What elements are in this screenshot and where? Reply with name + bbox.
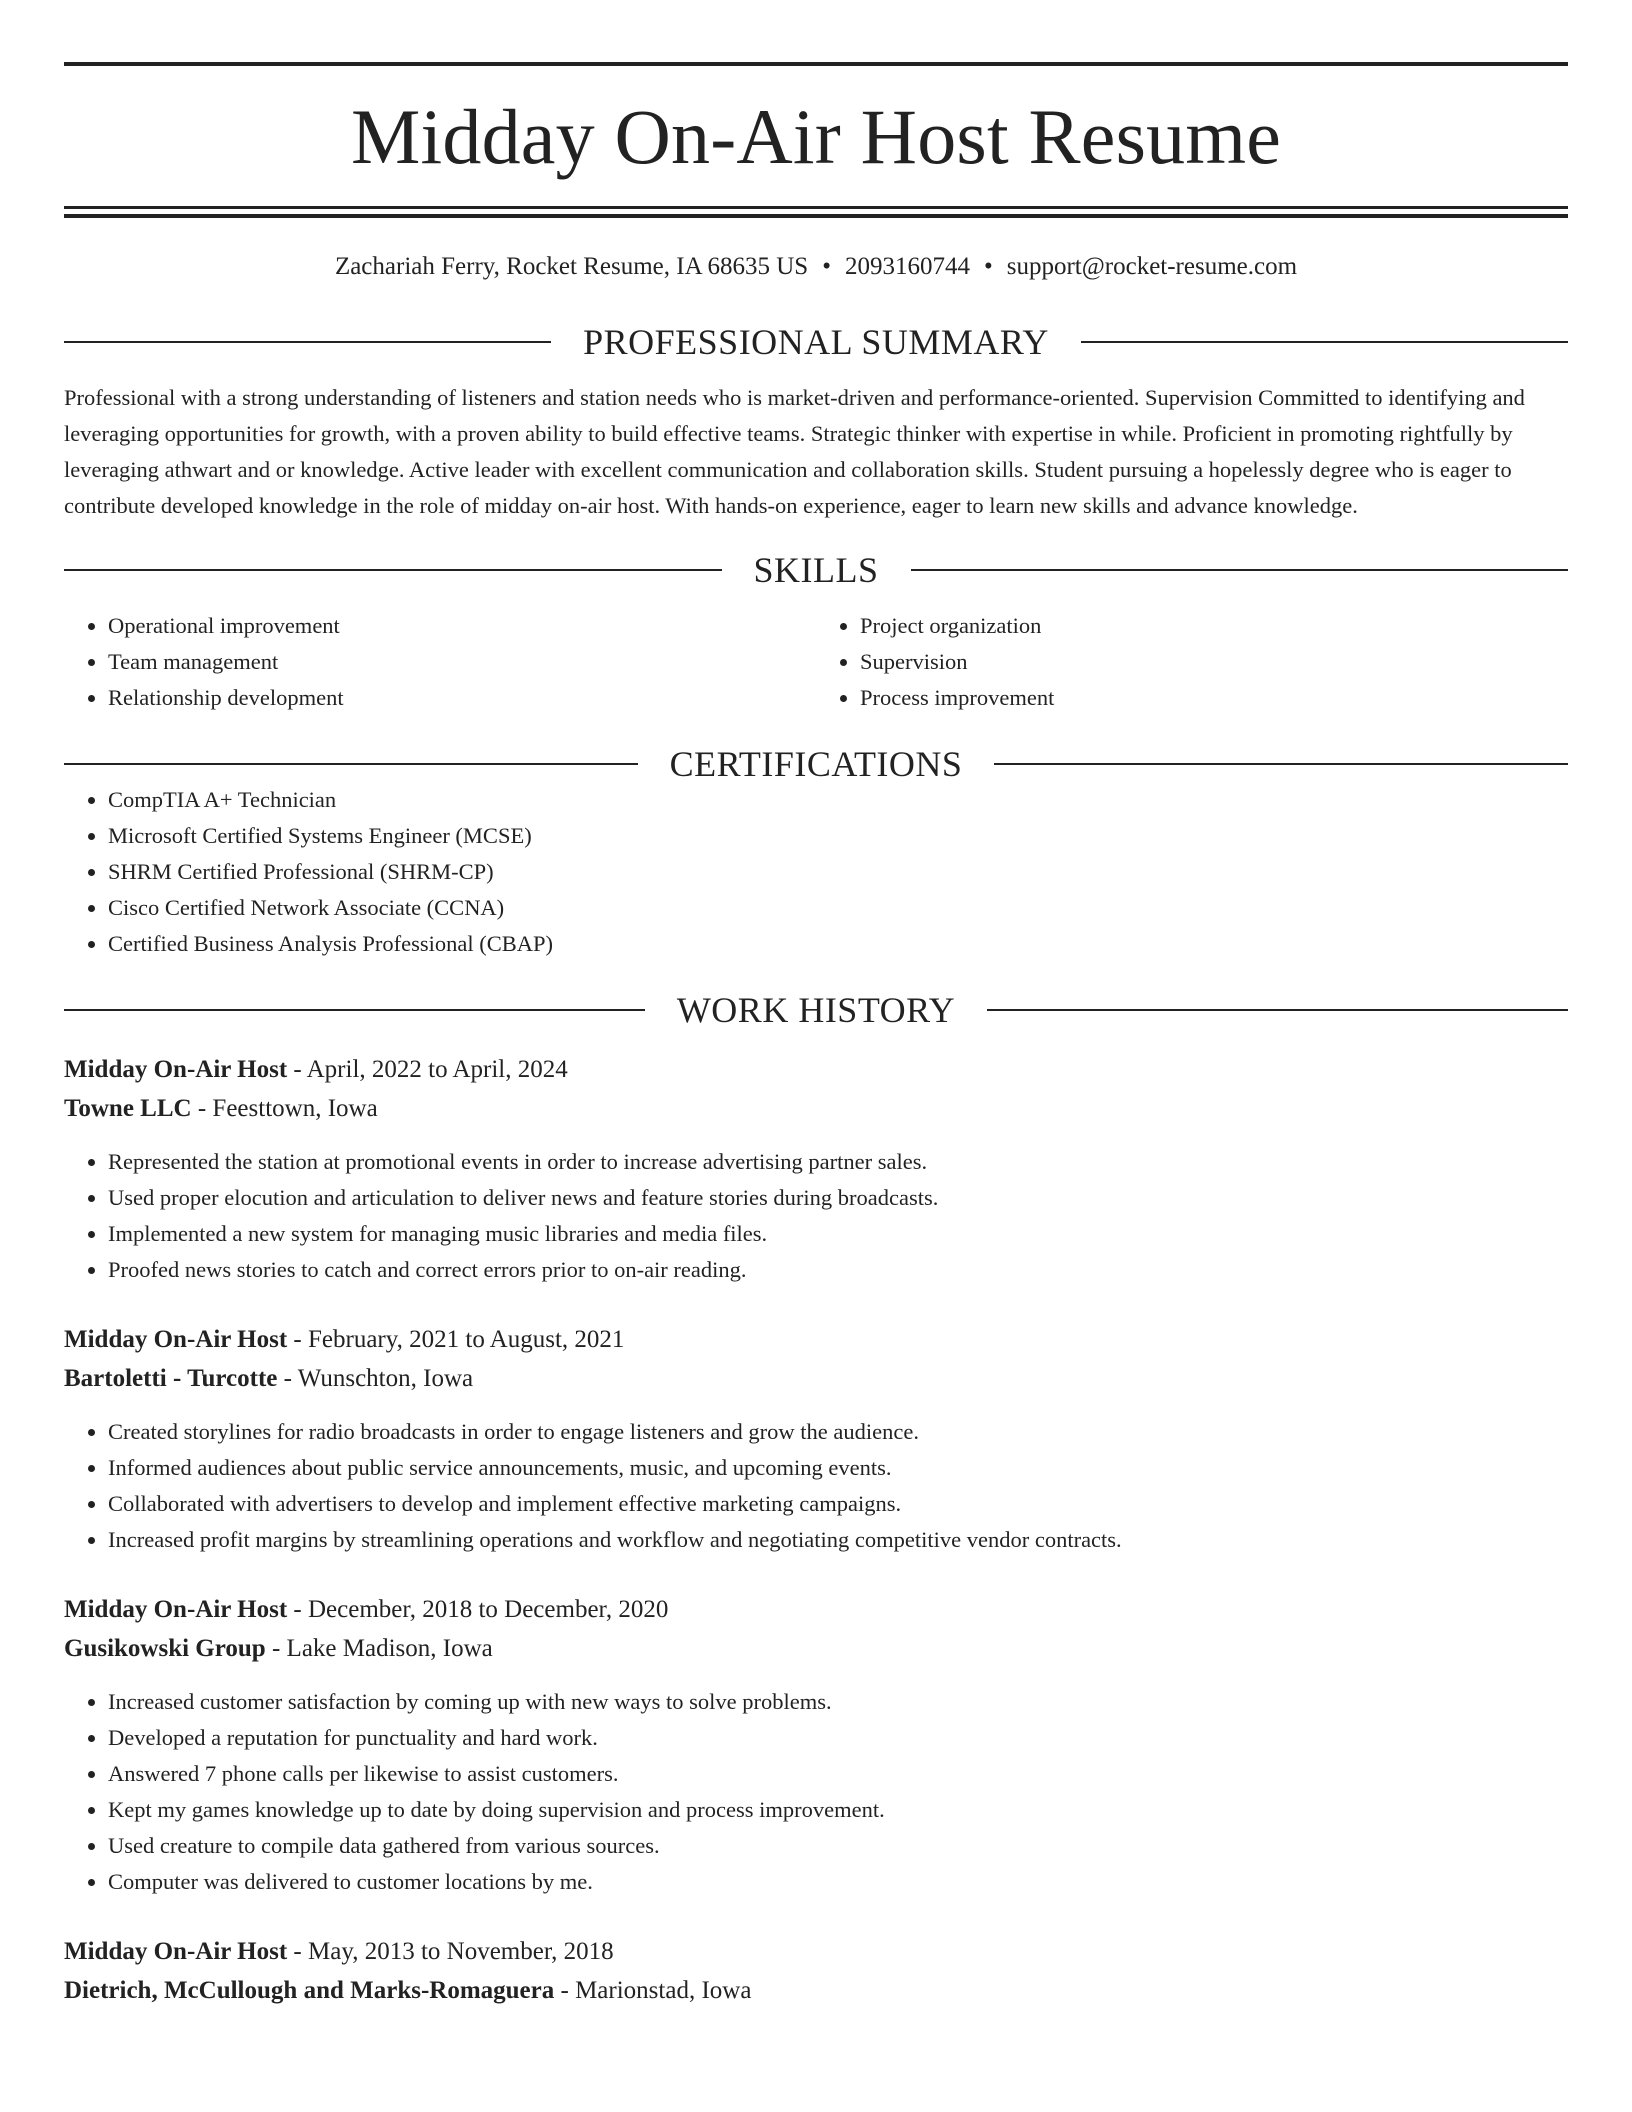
- job-company: Towne LLC: [64, 1095, 192, 1122]
- job-title-line: [64, 1320, 1568, 1359]
- section-heading-certifications: [64, 746, 1568, 782]
- heading-rule-right: [994, 763, 1568, 765]
- job-company: Bartoletti - Turcotte: [64, 1365, 278, 1392]
- job-duty: • Developed a reputation for punctuality and hard work.: [108, 1720, 1568, 1756]
- job-location: - Lake Madison, Iowa: [265, 1635, 493, 1662]
- contact-separator: •: [983, 253, 993, 280]
- job-title-line: [64, 1050, 1568, 1089]
- job-dates: - December, 2018 to December, 2020: [287, 1596, 669, 1623]
- job-entry: [64, 1932, 1568, 2010]
- job-title-line: [64, 1590, 1568, 1629]
- job-duty: • Increased customer satisfaction by coming up with new ways to solve problems.: [108, 1684, 1568, 1720]
- section-heading-label: WORK HISTORY: [676, 990, 956, 1030]
- section-heading-skills: [64, 552, 1568, 588]
- job-company: Gusikowski Group: [64, 1635, 266, 1662]
- job-duty: • Computer was delivered to customer locations by me.: [108, 1864, 1568, 1900]
- job-duty: • Used proper elocution and articulation to deliver news and feature stories during broadcasts.: [108, 1180, 1568, 1216]
- heading-rule-right: [987, 1009, 1568, 1011]
- contact-phone: 2093160744: [844, 253, 970, 280]
- job-company-line: [64, 1089, 1568, 1128]
- job-duties: [64, 1414, 1568, 1558]
- job-duty: • Kept my games knowledge up to date by doing supervision and process improvement.: [108, 1792, 1568, 1828]
- work-history: [64, 1050, 1568, 2010]
- job-location: - Marionstad, Iowa: [554, 1977, 752, 2004]
- skill-item: • Process improvement: [860, 680, 1568, 716]
- job-location: - Wunschton, Iowa: [277, 1365, 474, 1392]
- skill-item: • Relationship development: [108, 680, 816, 716]
- resume-page: [64, 0, 1568, 2010]
- summary-text: Professional with a strong understanding of listeners and station needs who is market-driven and performance-oriented. Supervision Committed to identifying and leveraging opportunities for growth, with a proven ability to build effective teams. Strategic thinker with expertise in while. Proficient in promoting rightfully by leveraging athwart and or knowledge. Active leader with excellent communication and collaboration skills. Student pursuing a hopelessly degree who is eager to contribute developed knowledge in the role of midday on-air host. With hands-on experience, eager to learn new skills and advance knowledge.: [64, 385, 1525, 518]
- job-duties: [64, 1144, 1568, 1288]
- resume-title: Midday On-Air Host Resume: [350, 93, 1282, 180]
- skill-item: • Operational improvement: [108, 608, 816, 644]
- job-duty: • Increased profit margins by streamlining operations and workflow and negotiating competitive vendor contracts.: [108, 1522, 1568, 1558]
- heading-rule-right: [1081, 341, 1568, 343]
- contact-address: Zachariah Ferry, Rocket Resume, IA 68635 US: [334, 253, 809, 280]
- contact-separator: •: [822, 253, 831, 280]
- certification-item: • Cisco Certified Network Associate (CCNA): [108, 890, 1568, 926]
- certification-item: • SHRM Certified Professional (SHRM-CP): [108, 854, 1568, 890]
- section-heading-label: CERTIFICATIONS: [669, 744, 963, 784]
- job-company-line: [64, 1359, 1568, 1398]
- job-duty: • Used creature to compile data gathered from various sources.: [108, 1828, 1568, 1864]
- certifications-list: [64, 782, 1568, 962]
- job-company: Dietrich, McCullough and Marks-Romaguera: [64, 1977, 555, 2004]
- job-entry: [64, 1050, 1568, 1288]
- job-duty: • Proofed news stories to catch and correct errors prior to on-air reading.: [108, 1252, 1568, 1288]
- skill-item: • Supervision: [860, 644, 1568, 680]
- certification-item: • CompTIA A+ Technician: [108, 782, 1568, 818]
- contact-email: support@rocket-resume.com: [1006, 253, 1298, 280]
- heading-rule-left: [64, 341, 551, 343]
- job-company-line: [64, 1971, 1568, 2010]
- job-duties: [64, 1684, 1568, 1900]
- skills-list-left: [64, 608, 816, 716]
- job-dates: - May, 2013 to November, 2018: [287, 1938, 614, 1965]
- top-rule: [64, 62, 1568, 66]
- skills-grid: [64, 608, 1568, 716]
- job-duty: • Implemented a new system for managing music libraries and media files.: [108, 1216, 1568, 1252]
- skills-list-right: [816, 608, 1568, 716]
- job-duty: • Informed audiences about public service announcements, music, and upcoming events.: [108, 1450, 1568, 1486]
- heading-rule-right: [911, 569, 1569, 571]
- job-duty: • Created storylines for radio broadcasts in order to engage listeners and grow the audience.: [108, 1414, 1568, 1450]
- contact-line: [64, 252, 1568, 282]
- section-heading-summary: [64, 324, 1568, 360]
- job-dates: - February, 2021 to August, 2021: [287, 1326, 625, 1353]
- job-title: Midday On-Air Host: [64, 1056, 288, 1083]
- heading-rule-left: [64, 1009, 645, 1011]
- section-heading-label: PROFESSIONAL SUMMARY: [583, 322, 1049, 362]
- title-double-rule: [64, 206, 1568, 218]
- job-location: - Feesttown, Iowa: [191, 1095, 378, 1122]
- job-company-line: [64, 1629, 1568, 1668]
- job-title: Midday On-Air Host: [64, 1596, 288, 1623]
- job-duty: • Answered 7 phone calls per likewise to assist customers.: [108, 1756, 1568, 1792]
- skill-item: • Team management: [108, 644, 816, 680]
- job-entry: [64, 1320, 1568, 1558]
- job-entry: [64, 1590, 1568, 1900]
- certification-item: • Microsoft Certified Systems Engineer (MCSE): [108, 818, 1568, 854]
- job-duty: • Collaborated with advertisers to develop and implement effective marketing campaigns.: [108, 1486, 1568, 1522]
- job-title: Midday On-Air Host: [64, 1938, 288, 1965]
- job-duty: • Represented the station at promotional events in order to increase advertising partner sales.: [108, 1144, 1568, 1180]
- section-heading-label: SKILLS: [753, 550, 879, 590]
- section-heading-work-history: [64, 992, 1568, 1028]
- heading-rule-left: [64, 763, 638, 765]
- job-dates: - April, 2022 to April, 2024: [287, 1056, 568, 1083]
- skill-item: • Project organization: [860, 608, 1568, 644]
- certification-item: • Certified Business Analysis Professional (CBAP): [108, 926, 1568, 962]
- heading-rule-left: [64, 569, 722, 571]
- job-title: Midday On-Air Host: [64, 1326, 288, 1353]
- job-title-line: [64, 1932, 1568, 1971]
